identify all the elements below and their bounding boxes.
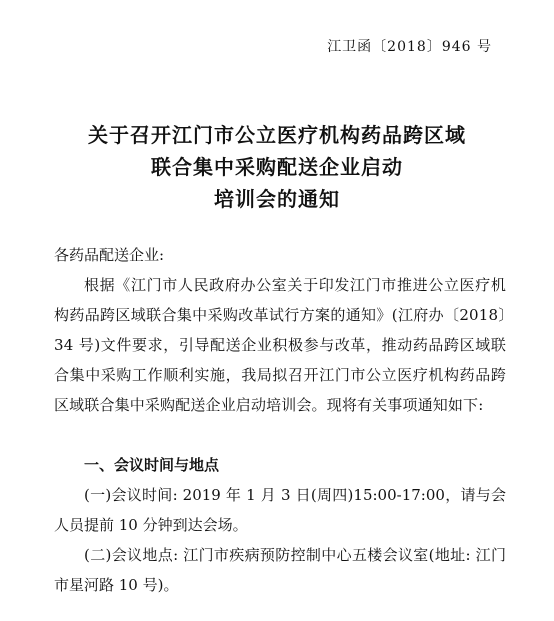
document-number: 江卫函〔2018〕946 号 xyxy=(327,39,492,55)
salutation: 各药品配送企业: xyxy=(54,246,165,264)
meeting-location-item: (二)会议地点: 江门市疾病预防控制中心五楼会议室(地址: 江门市星河路 10 号)。 xyxy=(54,546,506,594)
document-title-line-2: 联合集中采购配送企业启动 xyxy=(151,155,403,179)
document-title-line-3: 培训会的通知 xyxy=(214,187,340,211)
document-title-line-1: 关于召开江门市公立医疗机构药品跨区域 xyxy=(88,123,466,147)
intro-paragraph: 根据《江门市人民政府办公室关于印发江门市推进公立医疗机构药品跨区域联合集中采购改革试行方案的通知》(江府办〔2018〕34 号)文件要求，引导配送企业积极参与改革，推动药品跨区域联合集中采购工作顺利实施，我局拟召开江门市公立医疗机构药品跨区域联合集中采购配送企业启动培训会。现将有关事项通知如下: xyxy=(54,276,506,414)
section-heading: 一、会议时间与地点 xyxy=(84,456,220,474)
meeting-time-item: (一)会议时间: 2019 年 1 月 3 日(周四)15:00-17:00，请与会人员提前 10 分钟到达会场。 xyxy=(54,486,506,534)
